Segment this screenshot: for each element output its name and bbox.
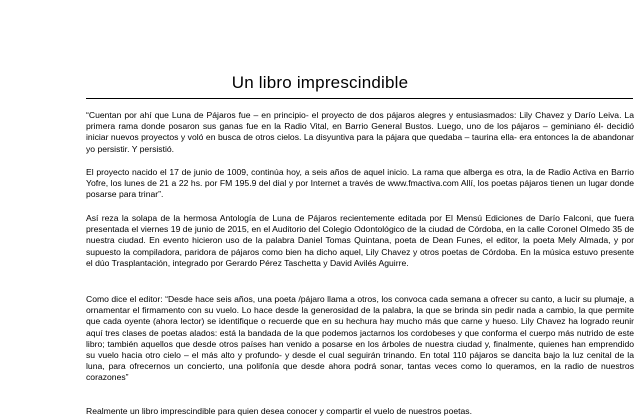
article-paragraph-3: Así reza la solapa de la hermosa Antología de Luna de Pájaros recientemente editada por El Mensú Ediciones de Darío Falconi, que fuera presentada el viernes 19 de junio de 2015, en el Auditorio del Colegio Odontológico de la ciudad de Córdoba, en la calle Coronel Olmedo 35 de nuestra ciudad. En evento hicieron uso de la palabra Daniel Tomas Quintana, poeta de Dean Funes, el editor, la poeta Mely Almada, y por supuesto la compiladora, paridora de pájaros como bien ha dicho aquel, Lily Chavez y otros poetas de Córdoba. En la música estuvo presente el dúo Trasplantación, integrado por Gerardo Pérez Taschetta y David Avilés Aguirre. xyxy=(86,213,634,268)
article-paragraph-4: Como dice el editor: “Desde hace seis años, una poeta /pájaro llama a otros, los convoca cada semana a ofrecer su canto, a lucir su plumaje, a ornamentar el firmamento con su vuelo. Lo hace desde la generosidad de la palabra, la que se brinda sin pedir nada a cambio, la que permite que cada oyente (ahora lector) se identifique o recuerde que en su hechura hay mucho más que carne y hueso. Lily Chavez ha logrado reunir aquí tres clases de poetas alados: está la bandada de la que podemos jactarnos los cordobeses y que conforma el cuerpo más nutrido de este libro; también aquellos que desde otros países han venido a posarse en los árboles de nuestra ciudad y, finalmente, quienes han emprendido su vuelo hacia otro cielo – el más alto y profundo- y desde el cual seguirán trinando. En total 110 pájaros se dancita bajo la luz cenital de la luna, para ofrecernos un concierto, una polifonía que desde ahora podrá sonar, tantas veces como lo queramos, en la radio de nuestros corazones” xyxy=(86,294,634,383)
article-title: Un libro imprescindible xyxy=(231,73,409,92)
article-paragraph-2: El proyecto nacido el 17 de junio de 1009, continúa hoy, a seis años de aquel inicio. La rama que alberga es otra, la de Radio Activa en Barrio Yofre, los lunes de 21 a 22 hs. por FM 195.9 del dial y por Internet a través de www.fmactiva.com Allí, los poetas pájaros tienen un lugar donde posarse para trinar”. xyxy=(86,167,634,200)
article-paragraph-1: “Cuentan por ahí que Luna de Pájaros fue – en principio- el proyecto de dos pájaros alegres y entusiasmados: Lily Chavez y Darío Leiva. La primera rama donde posaron sus ganas fue en la Radio Vital, en Barrio General Bustos. Luego, uno de los pájaros – geminiano él- decidió iniciar nuevos proyectos y voló en busca de otros cielos. La disyuntiva para la pájara que quedaba – taurina ella- era entonces la de abandonar yo persistir. Y persistió. xyxy=(86,110,634,154)
article-paragraph-5: Realmente un libro imprescindible para quien desea conocer y compartir el vuelo de nuestros poetas. xyxy=(86,406,472,416)
title-divider xyxy=(86,98,633,99)
